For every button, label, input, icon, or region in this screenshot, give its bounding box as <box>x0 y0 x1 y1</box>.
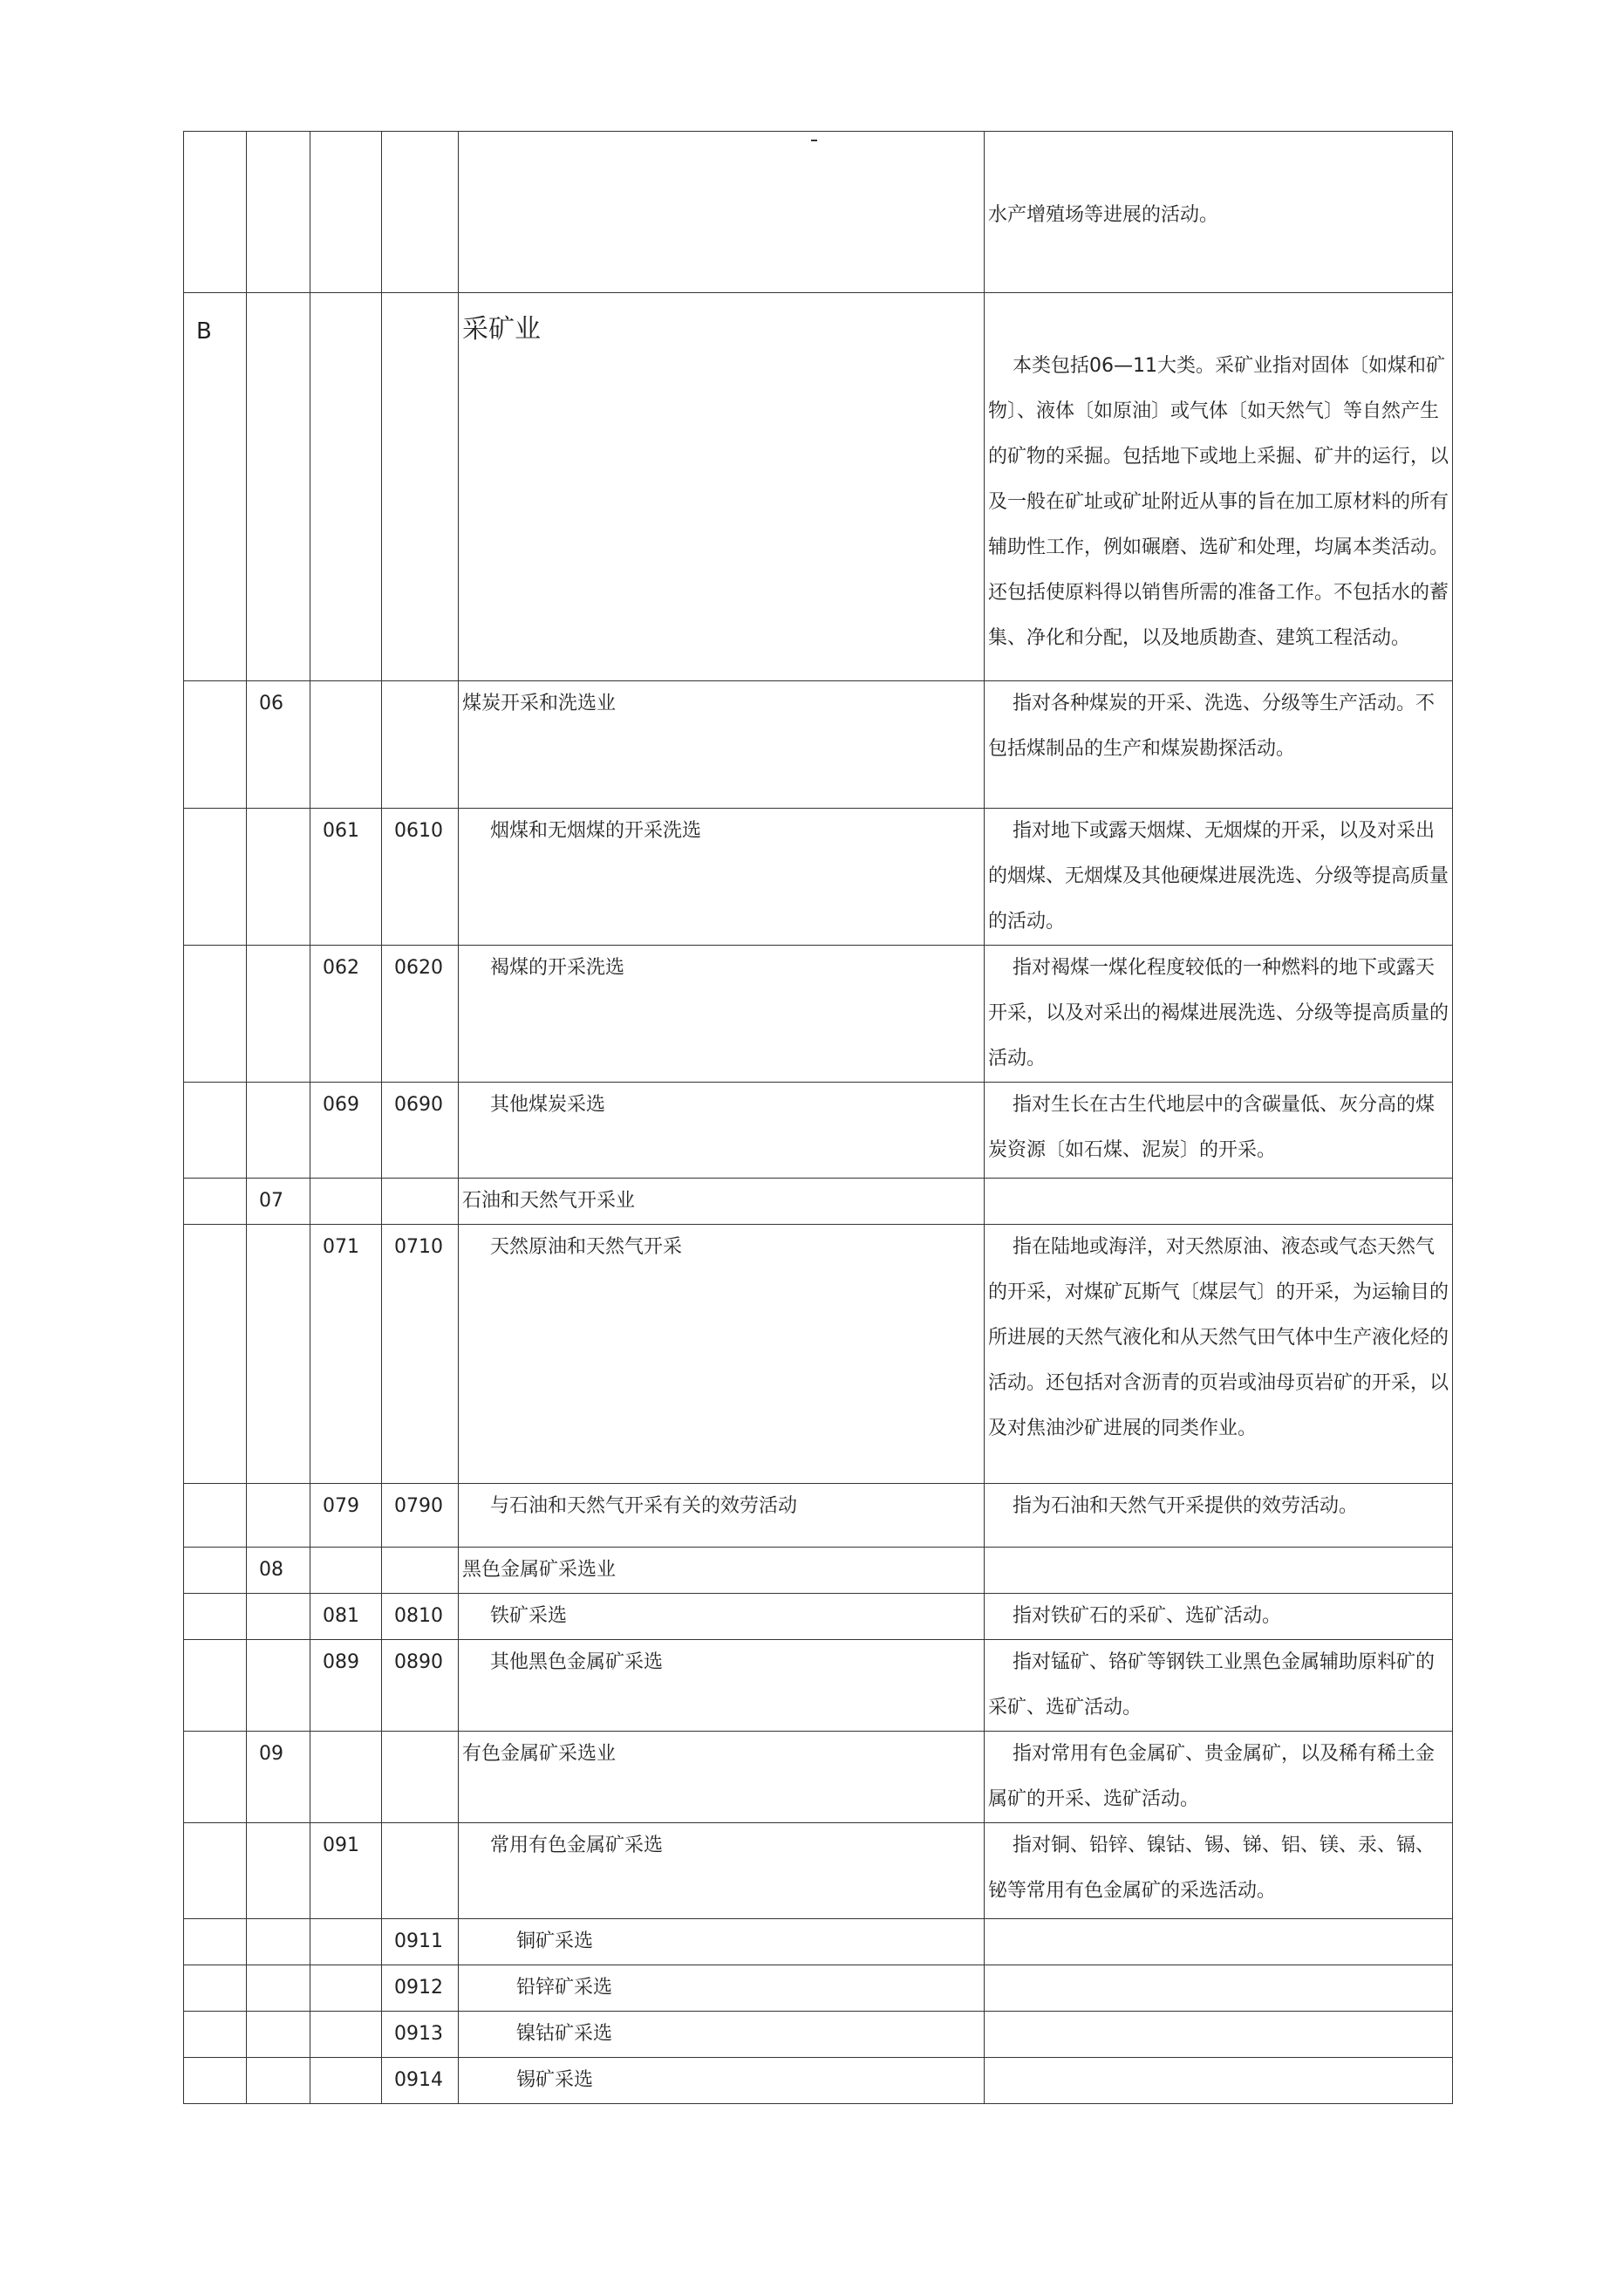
category-name-cell <box>459 681 985 809</box>
table-row <box>184 1732 1453 1823</box>
category-name-cell <box>459 1640 985 1732</box>
class-cell: 0914 <box>382 2058 459 2104</box>
group-cell: 069 <box>310 1083 382 1179</box>
division-cell <box>247 293 310 681</box>
group-cell: 071 <box>310 1225 382 1484</box>
description-text: 指对各种煤炭的开采、洗选、分级等生产活动。不包括煤制品的生产和煤炭勘探活动。 <box>988 693 1435 760</box>
description-cell <box>985 1484 1453 1548</box>
category-name-cell <box>459 1823 985 1919</box>
description-cell <box>985 293 1453 681</box>
category-name-cell <box>459 1225 985 1484</box>
category-name: 其他黑色金属矿采选 <box>490 1651 664 1673</box>
class-cell: 0790 <box>382 1484 459 1548</box>
category-name: 煤炭开采和洗选业 <box>462 693 617 714</box>
class-cell <box>382 1823 459 1919</box>
category-name-cell <box>459 1179 985 1225</box>
division-cell <box>247 2012 310 2058</box>
group-cell: 089 <box>310 1640 382 1732</box>
division-cell <box>247 1640 310 1732</box>
description-text: 指对生长在古生代地层中的含碳量低、灰分高的煤炭资源〔如石煤、泥炭〕的开采。 <box>988 1094 1435 1161</box>
category-name-cell <box>459 946 985 1083</box>
table-row <box>184 2012 1453 2058</box>
section-cell <box>184 946 247 1083</box>
division-cell <box>247 1083 310 1179</box>
group-cell <box>310 1919 382 1965</box>
division-cell <box>247 1919 310 1965</box>
section-cell <box>184 1083 247 1179</box>
description-text: 指对常用有色金属矿、贵金属矿，以及稀有稀土金属矿的开采、选矿活动。 <box>988 1743 1435 1810</box>
division-cell <box>247 1225 310 1484</box>
description-text: 指对锰矿、铬矿等钢铁工业黑色金属辅助原料矿的采矿、选矿活动。 <box>988 1651 1435 1719</box>
table-row <box>184 1484 1453 1548</box>
class-cell: 0690 <box>382 1083 459 1179</box>
category-name-cell <box>459 293 985 681</box>
table-row <box>184 1823 1453 1919</box>
group-cell <box>310 1179 382 1225</box>
category-name: 黑色金属矿采选业 <box>462 1559 617 1581</box>
category-name-cell <box>459 1965 985 2012</box>
class-cell <box>382 1548 459 1594</box>
description-cell <box>985 946 1453 1083</box>
class-cell <box>382 681 459 809</box>
class-cell <box>382 293 459 681</box>
section-cell <box>184 681 247 809</box>
table-row <box>184 2058 1453 2104</box>
table-row <box>184 132 1453 293</box>
section-cell <box>184 1225 247 1484</box>
description-text: 本类包括06—11大类。采矿业指对固体〔如煤和矿物〕、液体〔如原油〕或气体〔如天然气〕等自然产生的矿物的采掘。包括地下或地上采掘、矿井的运行，以及一般在矿址或矿址附近从事的旨在加工原材料的所有辅助性工作，例如碾磨、选矿和处理，均属本类活动。还包括使原料得以销售所需的准备工作。不包括水的蓄集、净化和分配，以及地质勘查、建筑工程活动。 <box>988 355 1449 649</box>
description-text: 指为石油和天然气开采提供的效劳活动。 <box>1013 1495 1359 1517</box>
category-name: 褐煤的开采洗选 <box>490 957 625 979</box>
table-row <box>184 1640 1453 1732</box>
section-cell <box>184 1919 247 1965</box>
category-name: 烟煤和无烟煤的开采洗选 <box>490 820 702 842</box>
description-cell <box>985 2012 1453 2058</box>
category-name: 铁矿采选 <box>490 1605 568 1627</box>
table-row <box>184 1548 1453 1594</box>
description-cell <box>985 1548 1453 1594</box>
group-cell <box>310 1732 382 1823</box>
section-cell <box>184 1594 247 1640</box>
class-cell: 0610 <box>382 809 459 946</box>
category-name-cell <box>459 1594 985 1640</box>
group-cell <box>310 2058 382 2104</box>
description-cell <box>985 681 1453 809</box>
table-row <box>184 293 1453 681</box>
description-text: 指对铁矿石的采矿、选矿活动。 <box>1013 1605 1282 1627</box>
group-cell <box>310 1965 382 2012</box>
division-cell <box>247 809 310 946</box>
section-cell <box>184 132 247 293</box>
description-cell <box>985 2058 1453 2104</box>
division-cell <box>247 2058 310 2104</box>
description-cell <box>985 809 1453 946</box>
section-cell <box>184 1179 247 1225</box>
section-cell <box>184 809 247 946</box>
section-cell <box>184 1640 247 1732</box>
table-row <box>184 1919 1453 1965</box>
group-cell: 062 <box>310 946 382 1083</box>
class-cell <box>382 132 459 293</box>
table-row <box>184 1179 1453 1225</box>
division-cell <box>247 1965 310 2012</box>
description-text: 指对地下或露天烟煤、无烟煤的开采，以及对采出的烟煤、无烟煤及其他硬煤进展洗选、分级等提高质量的活动。 <box>988 820 1449 933</box>
category-name: 与石油和天然气开采有关的效劳活动 <box>490 1495 798 1517</box>
section-title: 采矿业 <box>462 314 541 345</box>
division-cell: 07 <box>247 1179 310 1225</box>
description-cell <box>985 1083 1453 1179</box>
description-cell <box>985 1594 1453 1640</box>
category-name-cell <box>459 1548 985 1594</box>
table-row <box>184 1594 1453 1640</box>
section-cell <box>184 1732 247 1823</box>
class-cell: 0810 <box>382 1594 459 1640</box>
section-cell <box>184 1548 247 1594</box>
group-cell <box>310 681 382 809</box>
group-cell: 079 <box>310 1484 382 1548</box>
category-name-cell <box>459 1083 985 1179</box>
group-cell <box>310 2012 382 2058</box>
class-cell: 0913 <box>382 2012 459 2058</box>
description-text: 指对褐煤一煤化程度较低的一种燃料的地下或露天开采，以及对采出的褐煤进展洗选、分级等提高质量的活动。 <box>988 957 1449 1069</box>
description-cell <box>985 132 1453 293</box>
description-text: 指在陆地或海洋，对天然原油、液态或气态天然气的开采，对煤矿瓦斯气〔煤层气〕的开采，为运输目的所进展的天然气液化和从天然气田气体中生产液化烃的活动。还包括对含沥青的页岩或油母页岩矿的开采，以及对焦油沙矿进展的同类作业。 <box>988 1236 1449 1439</box>
category-name: 其他煤炭采选 <box>490 1094 606 1116</box>
division-cell <box>247 132 310 293</box>
class-cell: 0912 <box>382 1965 459 2012</box>
table-row <box>184 1083 1453 1179</box>
section-cell <box>184 2012 247 2058</box>
description-cell <box>985 1179 1453 1225</box>
category-name-cell <box>459 1484 985 1548</box>
class-cell <box>382 1732 459 1823</box>
division-cell <box>247 946 310 1083</box>
table-row <box>184 681 1453 809</box>
category-name: 有色金属矿采选业 <box>462 1743 617 1765</box>
table-row <box>184 1225 1453 1484</box>
category-name: 镍钴矿采选 <box>516 2023 613 2045</box>
category-name: 石油和天然气开采业 <box>462 1190 636 1212</box>
description-text: 指对铜、铅锌、镍钴、锡、锑、铝、镁、汞、镉、铋等常用有色金属矿的采选活动。 <box>988 1835 1435 1902</box>
table-row <box>184 809 1453 946</box>
table-row <box>184 1965 1453 2012</box>
category-name-cell <box>459 1732 985 1823</box>
class-cell <box>382 1179 459 1225</box>
category-name-cell <box>459 809 985 946</box>
category-name-cell <box>459 2058 985 2104</box>
description-cell <box>985 1732 1453 1823</box>
description-cell <box>985 1965 1453 2012</box>
group-cell: 061 <box>310 809 382 946</box>
group-cell <box>310 1548 382 1594</box>
section-cell <box>184 1823 247 1919</box>
division-cell: 06 <box>247 681 310 809</box>
category-name: 铅锌矿采选 <box>516 1977 613 1999</box>
section-cell: B <box>184 293 247 681</box>
description-text: 水产增殖场等进展的活动。 <box>988 204 1219 226</box>
description-cell <box>985 1225 1453 1484</box>
category-name-cell <box>459 2012 985 2058</box>
category-name: 锡矿采选 <box>516 2069 594 2091</box>
division-cell: 09 <box>247 1732 310 1823</box>
description-cell <box>985 1823 1453 1919</box>
class-cell: 0620 <box>382 946 459 1083</box>
category-name: 铜矿采选 <box>516 1930 594 1952</box>
class-cell: 0710 <box>382 1225 459 1484</box>
category-name: 常用有色金属矿采选 <box>490 1835 664 1856</box>
division-cell <box>247 1484 310 1548</box>
section-cell <box>184 1965 247 2012</box>
description-cell <box>985 1919 1453 1965</box>
division-cell: 08 <box>247 1548 310 1594</box>
category-name: 天然原油和天然气开采 <box>490 1236 683 1258</box>
industry-classification-table <box>183 131 1453 2104</box>
section-cell <box>184 2058 247 2104</box>
group-cell: 091 <box>310 1823 382 1919</box>
class-cell: 0911 <box>382 1919 459 1965</box>
division-cell <box>247 1594 310 1640</box>
group-cell: 081 <box>310 1594 382 1640</box>
category-name-cell <box>459 1919 985 1965</box>
category-name-cell <box>459 132 985 293</box>
division-cell <box>247 1823 310 1919</box>
section-cell <box>184 1484 247 1548</box>
class-cell: 0890 <box>382 1640 459 1732</box>
group-cell <box>310 293 382 681</box>
description-cell <box>985 1640 1453 1732</box>
group-cell <box>310 132 382 293</box>
table-row <box>184 946 1453 1083</box>
